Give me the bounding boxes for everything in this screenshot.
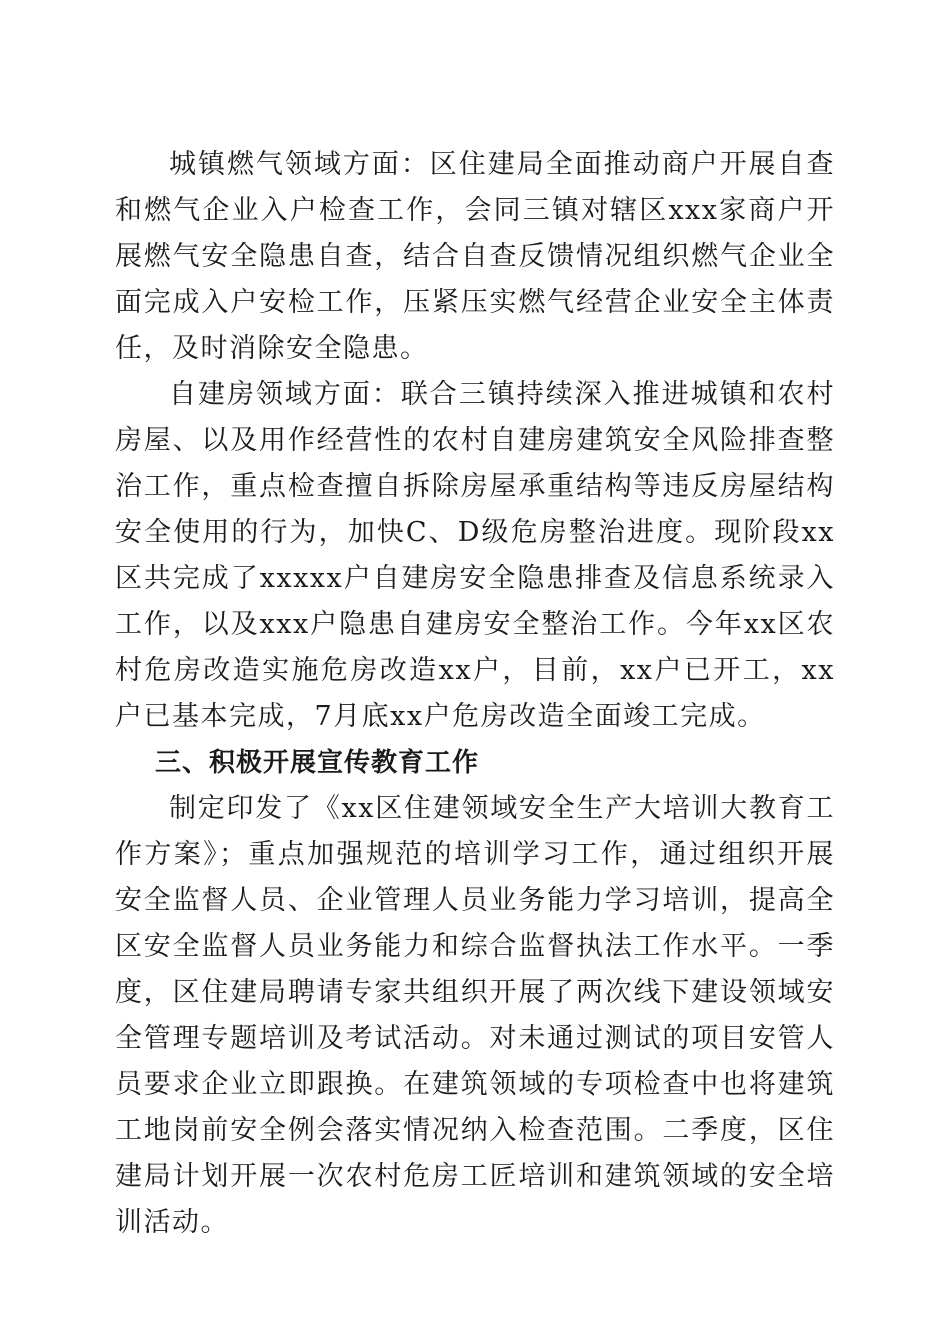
paragraph-education: 制定印发了《xx区住建领域安全生产大培训大教育工作方案》；重点加强规范的培训学习工作，通过组织开展安全监督人员、企业管理人员业务能力学习培训，提高全区安全监督人员业务能力和综合监督执法工作水平。一季度，区住建局聘请专家共组织开展了两次线下建设领域安全管理专题培训及考试活动。对未通过测试的项目安管人员要求企业立即跟换。在建筑领域的专项检查中也将建筑工地岗前安全例会落实情况纳入检查范围。二季度，区住建局计划开展一次农村危房工匠培训和建筑领域的安全培训活动。: [115, 793, 835, 1238]
section-heading: 三、积极开展宣传教育工作: [155, 748, 480, 778]
paragraph-self-built-housing: 自建房领域方面：联合三镇持续深入推进城镇和农村房屋、以及用作经营性的农村自建房建筑安全风险排查整治工作，重点检查擅自拆除房屋承重结构等违反房屋结构安全使用的行为，加快C、D级危房整治进度。现阶段xx区共完成了xxxxx户自建房安全隐患排查及信息系统录入工作，以及xxx户隐患自建房安全整治工作。今年xx区农村危房改造实施危房改造xx户，目前，xx户已开工，xx户已基本完成，7月底xx户危房改造全面竣工完成。: [115, 379, 835, 732]
paragraph-gas-safety: 城镇燃气领域方面：区住建局全面推动商户开展自查和燃气企业入户检查工作，会同三镇对辖区xxx家商户开展燃气安全隐患自查，结合自查反馈情况组织燃气企业全面完成入户安检工作，压紧压实燃气经营企业安全主体责任，及时消除安全隐患。: [115, 149, 835, 364]
document-body: [115, 142, 835, 1246]
